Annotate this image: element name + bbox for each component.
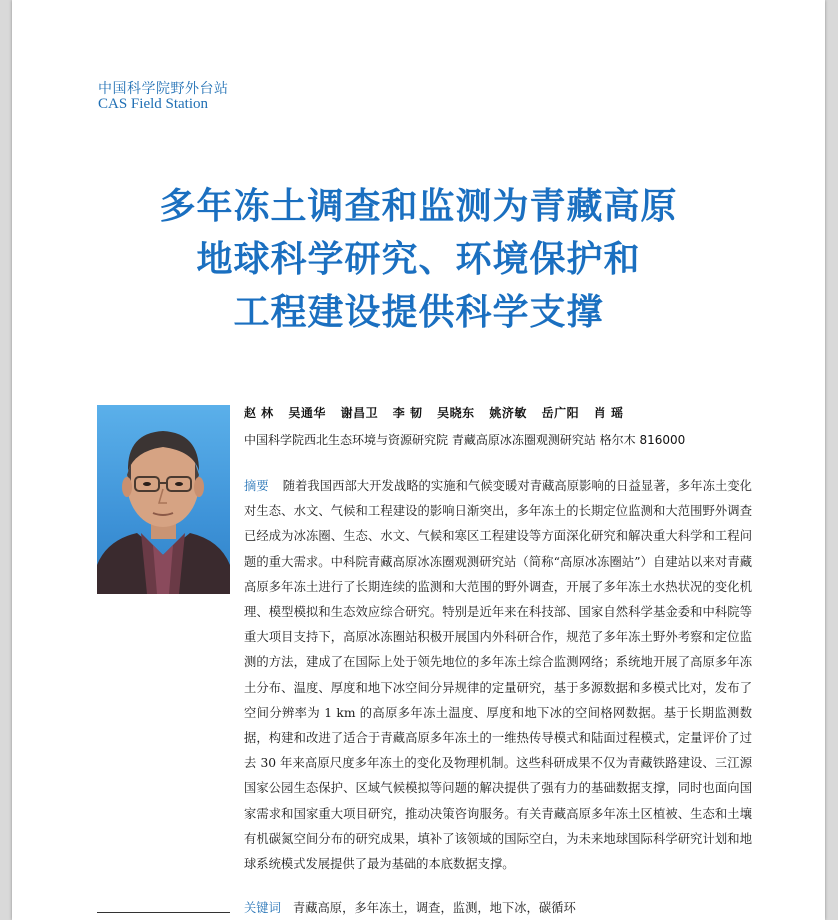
author-list (244, 404, 633, 421)
section-label-en: CAS Field Station (98, 96, 209, 112)
footnote-divider (97, 912, 230, 913)
author-name: 肖 瑶 (593, 406, 624, 420)
abstract-block (244, 474, 752, 877)
title-line-3: 工程建设提供科学支撑 (233, 292, 604, 333)
title-line-1: 多年冻土调查和监测为青藏高原 (159, 186, 678, 227)
keywords-text: 青藏高原，多年冻土，调查，监测，地下冰，碳循环 (292, 901, 576, 915)
author-name: 岳广阳 (541, 406, 580, 420)
section-label-zh: 中国科学院野外台站 (98, 81, 229, 97)
author-name: 赵 林 (244, 406, 274, 420)
abstract-text: 随着我国西部大开发战略的实施和气候变暖对青藏高原影响的日益显著，多年冻土变化对生态、水文、气候和工程建设的影响日渐突出，多年冻土的长期定位监测和大范围野外调查已经成为冰冻圈、生态、水文、气候和寒区工程建设等方面深化研究和解决重大科学和工程问题的重大需求。中科院青藏高原冰冻圈观测研究站（简称“高原冰冻圈站”）自建站以来对青藏高原多年冻土进行了长期连续的监测和大范围的野外调查，开展了多年冻土水热状况的变化机理、模型模拟和生态效应综合研究。特别是近年来在科技部、国家自然科学基金委和中科院等重大项目支持下，高原冰冻圈站积极开展国内外科研合作，规范了多年冻土野外考察和定位监测的方法，建成了在国际上处于领先地位的多年冻土综合监测网络；系统地开展了高原多年冻土分布、温度、厚度和地下冰空间分异规律的定量研究，基于多源数据和多模式比对，发布了空间分辨率为 1 km 的高原多年冻土温度、厚度和地下冰的空间格网数据。基于长期监测数据，构建和改进了适合于青藏高原多年冻土的一维热传导模式和陆面过程模式，定量评价了过去 30 年来高原尺度多年冻土的变化及物理机制。这些科研成果不仅为青藏铁路建设、三江源国家公园生态保护、区域气候模拟等问题的解决提供了强有力的基础数据支撑，同时也面向国家需求和国家重大项目研究，推动决策咨询服务。有关青藏高原多年冻土区植被、生态和土壤有机碳氮空间分布的研究成果，填补了该领域的国际空白，为未来地球国际科学研究计划和地球系统模式发展提供了最为基础的本底数据支撑。 (244, 479, 752, 872)
article-title (12, 180, 825, 339)
author-name: 姚济敏 (489, 406, 527, 420)
author-name: 吴通华 (288, 406, 326, 420)
keywords-line (244, 898, 576, 916)
keywords-label: 关键词 (244, 901, 281, 915)
document-page (12, 0, 825, 920)
author-photo (97, 405, 230, 594)
author-affiliation: 中国科学院西北生态环境与资源研究院 青藏高原冰冻圈观测研究站 格尔木 816000 (244, 433, 686, 447)
author-portrait-illustration (97, 405, 230, 594)
abstract-label: 摘要 (244, 479, 269, 493)
title-line-2: 地球科学研究、环境保护和 (196, 239, 641, 280)
author-name: 谢昌卫 (340, 406, 379, 420)
author-name: 李 韧 (392, 406, 423, 420)
author-name: 吴晓东 (437, 406, 475, 420)
